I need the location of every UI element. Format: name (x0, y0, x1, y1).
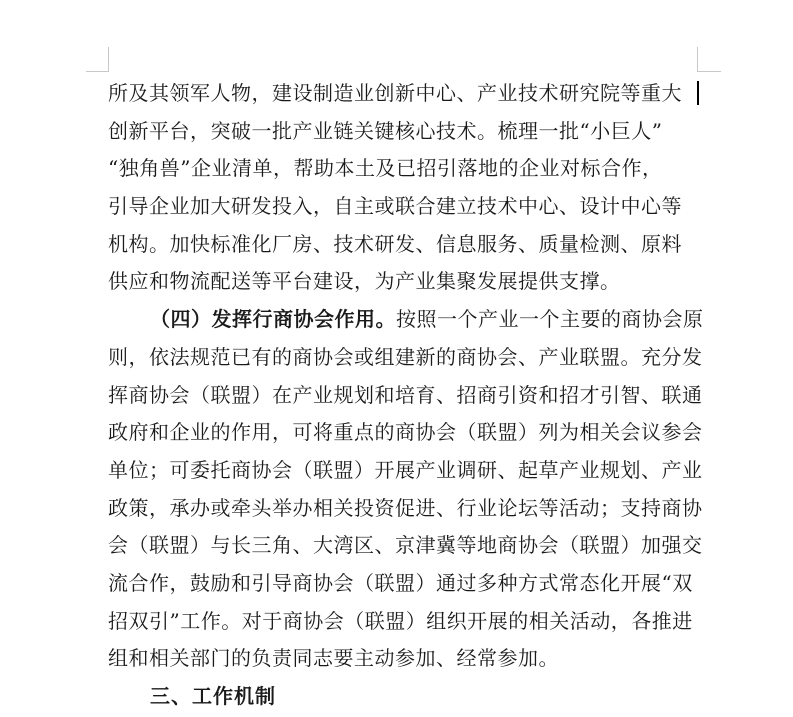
text-line: 政府和企业的作用，可将重点的商协会（联盟）列为相关会议参会 (108, 420, 703, 445)
text-cursor (697, 81, 699, 105)
document-body[interactable] (108, 75, 708, 716)
text-line: 单位；可委托商协会（联盟）开展产业调研、起草产业规划、产业 (108, 457, 703, 482)
text-line: 政策，承办或牵头举办相关投资促进、行业论坛等活动；支持商协 (108, 495, 703, 520)
section-heading: 三、工作机制 (150, 684, 276, 708)
text-line: 流合作，鼓励和引导商协会（联盟）通过多种方式常态化开展“双 (108, 570, 693, 595)
crop-mark-top-left-vertical (108, 47, 109, 72)
text-line: 所及其领军人物，建设制造业创新中心、产业技术研究院等重大 (108, 81, 682, 105)
text-run: 按照一个产业一个主要的商协会原 (396, 307, 704, 332)
text-line: 供应和物流配送等平台建设，为产业集聚发展提供支撑。 (108, 269, 621, 294)
text-line: 引导企业加大研发投入，自主或联合建立技术中心、设计中心等 (108, 194, 682, 219)
crop-mark-top-left-horizontal (86, 71, 109, 72)
text-line: 招双引”工作。对于商协会（联盟）组织开展的相关活动，各推进 (108, 608, 693, 633)
text-line: 会（联盟）与长三角、大湾区、京津冀等地商协会（联盟）加强交 (108, 533, 703, 558)
section-lead: （四）发挥行商协会作用。 (150, 307, 396, 332)
text-line: “独角兽”企业清单，帮助本土及已招引落地的企业对标合作， (108, 156, 663, 181)
text-line: 机构。加快标准化厂房、技术研发、信息服务、质量检测、原料 (108, 231, 682, 256)
text-line: 创新平台，突破一批产业链关键核心技术。梳理一批“小巨人” (108, 118, 663, 143)
crop-mark-top-right-vertical (697, 47, 698, 72)
text-line: 组和相关部门的负责同志要主动参加、经常参加。 (108, 646, 559, 671)
paragraph-2 (108, 301, 708, 678)
paragraph-1 (108, 75, 708, 301)
text-line: 则，依法规范已有的商协会或组建新的商协会、产业联盟。充分发 (108, 344, 703, 369)
text-line: 挥商协会（联盟）在产业规划和培育、招商引资和招才引智、联通 (108, 382, 703, 407)
crop-mark-top-right-horizontal (697, 71, 721, 72)
text-line (108, 301, 708, 339)
